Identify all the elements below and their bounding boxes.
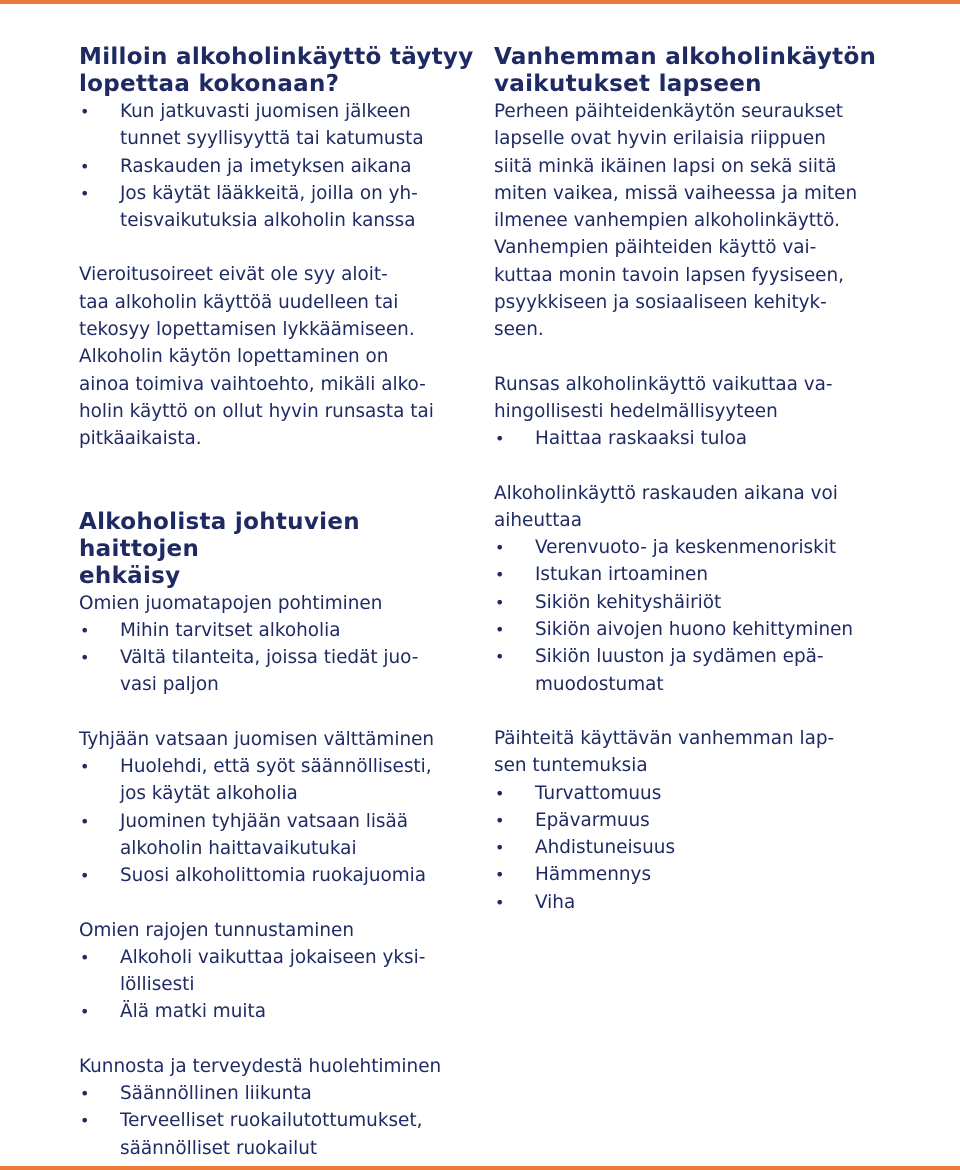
list-item: • Sikiön kehityshäiriöt [494,589,894,616]
list-item: • Alkoholi vaikuttaa jokaiseen yksi- löllisesti [79,944,474,999]
section-title-harm-prevention: Alkoholista johtuvien haittojen ehkäisy [79,508,360,589]
list-item: • Sikiön aivojen huono kehittyminen [494,616,894,643]
list-item: • Juominen tyhjään vatsaan lisää alkoholin haittavaikutukai [79,808,474,863]
list-item: • Epävarmuus [494,807,894,834]
list-item: • Kun jatkuvasti juomisen jälkeen tunnet syyllisyyttä tai katumusta [79,98,474,153]
bottom-accent-bar [0,1166,960,1170]
top-accent-bar [0,0,960,4]
group-fitness-health [79,1053,474,1162]
group-heading: Omien juomatapojen pohtiminen [79,592,383,614]
group-heading: Kunnosta ja terveydestä huolehtiminen [79,1055,442,1077]
effects-paragraph: Perheen päihteidenkäytön seuraukset lapselle ovat hyvin erilaisia riippuen siitä minkä ikäinen lapsi on sekä siitä miten vaikea, missä vaiheessa ja miten ilmenee vanhempien alkoholinkäyttö. Vanhempien päihteiden käyttö vai- kuttaa monin tavoin lapsen fyysiseen, psyykkiseen ja sosiaaliseen kehityk- seen. [494,101,858,341]
group-drinking-habits [79,590,474,699]
list-item: • Älä matki muita [79,998,474,1025]
list-item: • Vältä tilanteita, joissa tiedät juo- vasi paljon [79,644,474,699]
group-fertility [494,371,894,453]
group-heading: Omien rajojen tunnustaminen [79,919,354,941]
section-title-effects-on-child: Vanhemman alkoholinkäytön vaikutukset lapseen [494,44,877,97]
group-heading: Tyhjään vatsaan juomisen välttäminen [79,728,435,750]
list-item: • Istukan irtoaminen [494,561,894,588]
list-item: • Mihin tarvitset alkoholia [79,617,474,644]
left-column [79,44,474,1162]
list-item: • Suosi alkoholittomia ruokajuomia [79,862,474,889]
withdrawal-paragraph: Vieroitusoireet eivät ole syy aloit- taa alkoholin käyttöä uudelleen tai tekosyy lopettamisen lykkäämiseen. Alkoholin käytön lopettaminen on ainoa toimiva vaihtoehto, mikäli alko- holin käyttö on ollut hyvin runsasta tai pitkäaikaista. [79,264,434,450]
list-item: • Haittaa raskaaksi tuloa [494,425,894,452]
section-title-when-to-quit: Milloin alkoholinkäyttö täytyy lopettaa kokonaan? [79,44,474,97]
group-heading: aiheuttaa [494,509,582,531]
list-item: • Sikiön luuston ja sydämen epä- muodostumat [494,643,894,698]
list-item: • Ahdistuneisuus [494,834,894,861]
group-child-feelings [494,725,894,916]
list-item: • Säännöllinen liikunta [79,1080,474,1107]
group-empty-stomach [79,726,474,890]
group-heading: Päihteitä käyttävän vanhemman lap- [494,727,835,749]
list-item: • Hämmennys [494,861,894,888]
list-item: • Jos käytät lääkkeitä, joilla on yh- teisvaikutuksia alkoholin kanssa [79,180,474,235]
list-item: • Raskauden ja imetyksen aikana [79,153,474,180]
group-pregnancy [494,480,894,698]
list-item: • Viha [494,889,894,916]
list-item: • Verenvuoto- ja keskenmenoriskit [494,534,894,561]
list-item: • Huolehdi, että syöt säännöllisesti, jos käytät alkoholia [79,753,474,808]
when-to-quit-list [79,98,474,234]
right-column [494,44,894,916]
group-heading: Alkoholinkäyttö raskauden aikana voi [494,482,838,504]
list-item: • Turvattomuus [494,780,894,807]
group-heading: Runsas alkoholinkäyttö vaikuttaa va- [494,373,833,395]
list-item: • Terveelliset ruokailutottumukset, säännölliset ruokailut [79,1107,474,1162]
group-heading: hingollisesti hedelmällisyyteen [494,400,778,422]
group-own-limits [79,917,474,1026]
group-heading: sen tuntemuksia [494,755,648,777]
